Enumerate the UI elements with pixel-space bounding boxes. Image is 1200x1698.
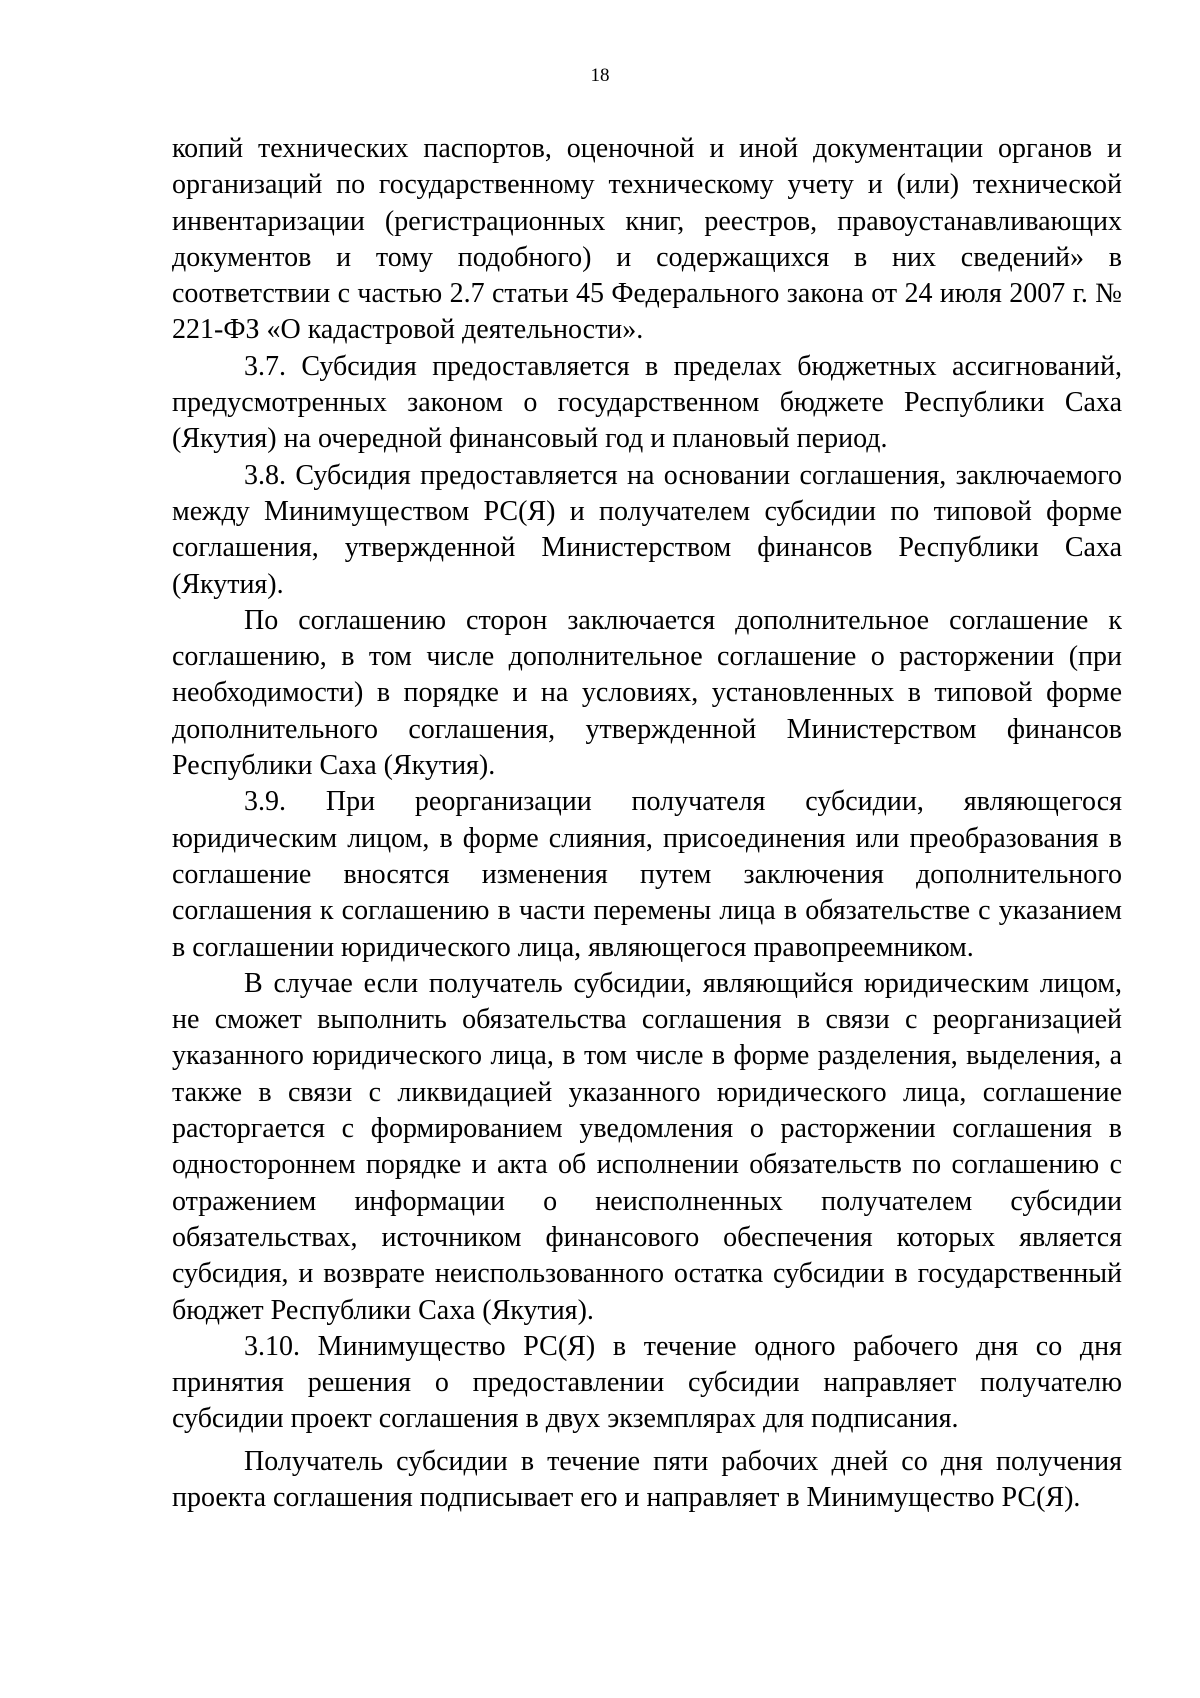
paragraph-3-9: 3.9. При реорганизации получателя субсидии, являющегося юридическим лицом, в форме слияния, присоединения или преобразования в соглашение вносятся изменения путем заключения дополнительного соглашения к соглашению в части перемены лица в обязательстве с указанием в соглашении юридического лица, являющегося правопреемником.: [172, 786, 1122, 963]
paragraph-recipient-signing: Получатель субсидии в течение пяти рабочих дней со дня получения проекта соглашения подписывает его и направляет в Минимущество РС(Я).: [172, 1445, 1122, 1513]
document-body: [172, 131, 1122, 1516]
paragraph-3-7: 3.7. Субсидия предоставляется в пределах бюджетных ассигнований, предусмотренных законом о государственном бюджете Республики Саха (Якутия) на очередной финансовый год и плановый период.: [172, 350, 1122, 455]
paragraph-3-8: 3.8. Субсидия предоставляется на основании соглашения, заключаемого между Минимуществом РС(Я) и получателем субсидии по типовой форме соглашения, утвержденной Министерством финансов Республики Саха (Якутия).: [172, 459, 1122, 600]
paragraph-continuation: копий технических паспортов, оценочной и иной документации органов и организаций по государственному техническому учету и (или) технической инвентаризации (регистрационных книг, реестров, правоустанавливающих документов и тому подобного) и содержащихся в них сведений» в соответствии с частью 2.7 статьи 45 Федерального закона от 24 июля 2007 г. № 221-ФЗ «О кадастровой деятельности».: [172, 133, 1122, 346]
page-number: 18: [590, 65, 610, 86]
paragraph-3-10: 3.10. Минимущество РС(Я) в течение одного рабочего дня со дня принятия решения о предоставлении субсидии направляет получателю субсидии проект соглашения в двух экземплярах для подписания.: [172, 1330, 1122, 1435]
paragraph-additional-agreement: По соглашению сторон заключается дополнительное соглашение к соглашению, в том числе дополнительное соглашение о расторжении (при необходимости) в порядке и на условиях, установленных в типовой форме дополнительного соглашения, утвержденной Министерством финансов Республики Саха (Якутия).: [172, 604, 1122, 782]
paragraph-reorganization-termination: В случае если получатель субсидии, являющийся юридическим лицом, не сможет выполнить обязательства соглашения в связи с реорганизацией указанного юридического лица, в том числе в форме разделения, выделения, а также в связи с ликвидацией указанного юридического лица, соглашение расторгается с формированием уведомления о расторжении соглашения в одностороннем порядке и акта об исполнении обязательств по соглашению с отражением информации о неисполненных получателем субсидии обязательствах, источником финансового обеспечения которых является субсидия, и возврате неиспользованного остатка субсидии в государственный бюджет Республики Саха (Якутия).: [172, 967, 1122, 1326]
